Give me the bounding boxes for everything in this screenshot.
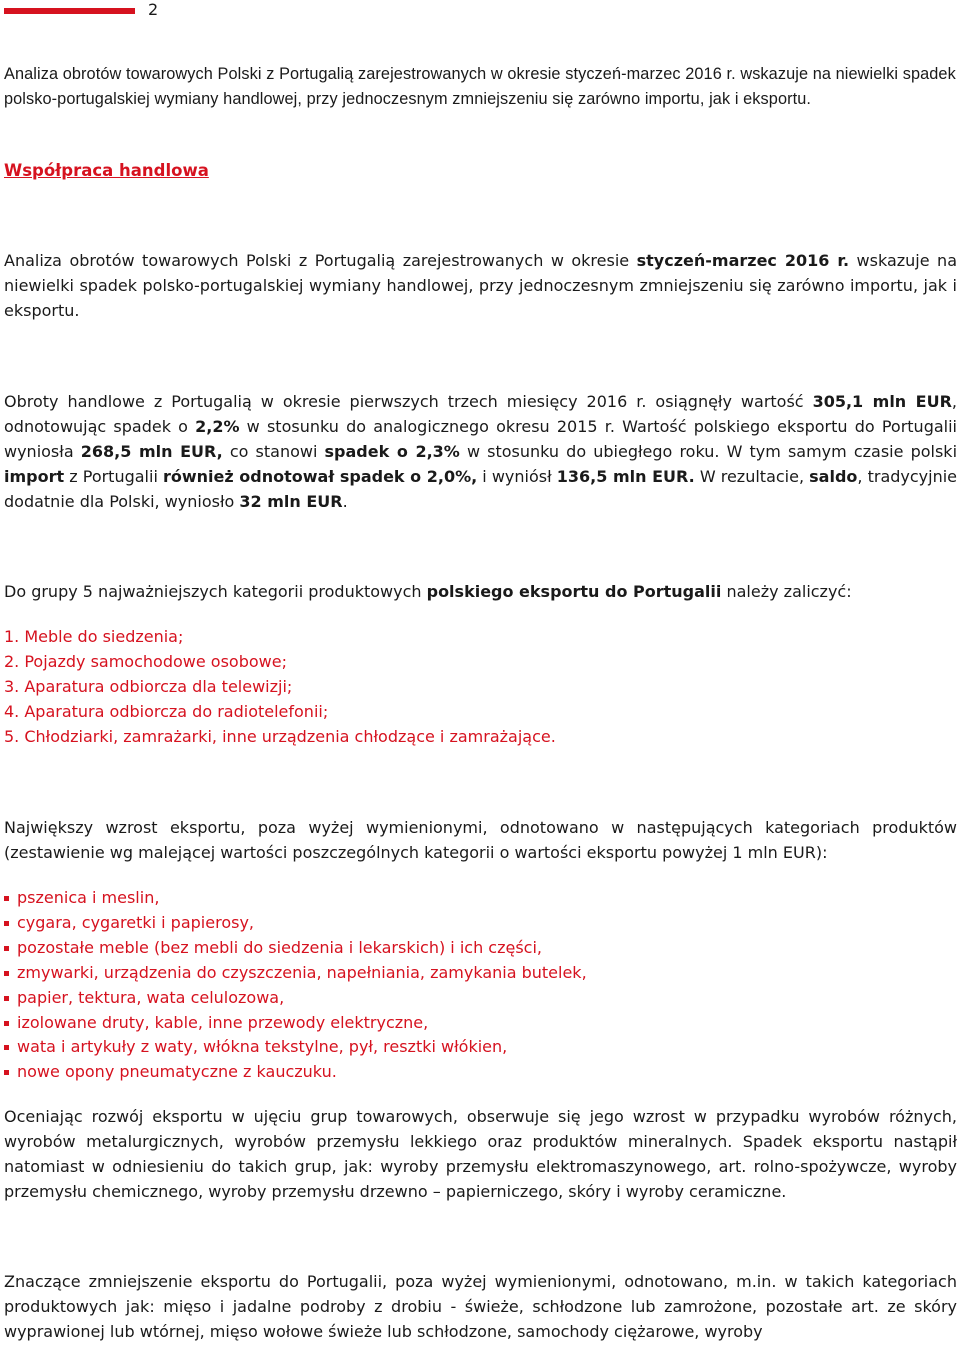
text-run: z Portugalii xyxy=(64,466,163,486)
top-categories-intro xyxy=(4,580,957,605)
list-item: 1. Meble do siedzenia; xyxy=(4,627,184,646)
list-item-label: zmywarki, urządzenia do czyszczenia, napełniania, zamykania butelek, xyxy=(17,962,587,982)
period-highlight: styczeń-marzec 2016 r. xyxy=(636,251,850,270)
list-item: 4. Aparatura odbiorcza do radiotelefonii; xyxy=(4,701,329,721)
balance-value: 32 mln EUR xyxy=(239,491,343,511)
turnover-value: 305,1 mln EUR xyxy=(812,392,952,411)
text-run: . xyxy=(342,491,348,511)
export-trends-paragraph: Oceniając rozwój eksportu w ujęciu grup towarowych, obserwuje się jego wzrost w przypadku wyrobów różnych, wyrobów metalurgicznych, wyrobów przemysłu lekkiego oraz produktów mineralnych. Spadek eksportu nastąpił natomiast w odniesieniu do takich grup, jak: wyroby przemysłu elektromaszynowego, art. rolno-spożywcze, wyroby przemysłu chemicznego, wyroby przemysłu drzewno – papierniczego, skóry i wyroby ceramiczne. xyxy=(4,1107,957,1201)
import-change: również odnotował spadek o 2,0%, xyxy=(163,466,478,486)
list-item: 3. Aparatura odbiorcza dla telewizji; xyxy=(4,676,293,696)
text-run: W rezultacie, xyxy=(694,466,810,486)
list-item-label: papier, tektura, wata celulozowa, xyxy=(17,987,285,1007)
text-run: , tradycyjnie dodatnie dla Polski, wyniosło xyxy=(4,466,958,511)
growth-intro-paragraph: Największy wzrost eksportu, poza wyżej wymienionymi, odnotowano w następujących kategoriach produktów (zestawienie wg malejącej wartości poszczególnych kategorii o wartości eksportu powyżej 1 mln EUR): xyxy=(4,818,957,862)
text-run: Do grupy 5 najważniejszych kategorii produktowych xyxy=(4,582,427,601)
import-value: 136,5 mln EUR. xyxy=(556,466,695,486)
import-label: import xyxy=(4,466,65,486)
square-bullet-icon xyxy=(4,1070,9,1075)
text-run: co stanowi xyxy=(222,441,325,461)
section-heading: Współpraca handlowa xyxy=(4,161,209,180)
list-item-label: pszenica i meslin, xyxy=(17,888,160,907)
export-value: 268,5 mln EUR, xyxy=(80,441,223,461)
square-bullet-icon xyxy=(4,1045,9,1050)
export-change: spadek o 2,3% xyxy=(324,441,460,461)
intro-paragraph: Analiza obrotów towarowych Polski z Portugalią zarejestrowanych w okresie styczeń-marzec 2016 r. wskazuje na niewielki spadek polsko-portugalskiej wymiany handlowej, przy jednoczesnym zmniejszeniu się zarówno importu, jak i eksportu. xyxy=(4,65,956,108)
list-item xyxy=(4,936,957,961)
list-item xyxy=(4,1035,957,1060)
list-item-label: wata i artykuły z waty, włókna tekstylne, pył, resztki włókien, xyxy=(17,1037,508,1057)
text-run: Obroty handlowe z Portugalią w okresie pierwszych trzech miesięcy 2016 r. osiągnęły wartość xyxy=(4,392,813,411)
square-bullet-icon xyxy=(4,1021,9,1026)
trade-figures-paragraph xyxy=(4,390,957,515)
list-item-label: izolowane druty, kable, inne przewody elektryczne, xyxy=(17,1012,429,1032)
list-item: 2. Pojazdy samochodowe osobowe; xyxy=(4,651,287,671)
square-bullet-icon xyxy=(4,996,9,1001)
page-header xyxy=(0,0,960,24)
turnover-change: 2,2% xyxy=(195,416,240,436)
export-highlight: polskiego eksportu do Portugalii xyxy=(426,582,722,601)
text-run: Analiza obrotów towarowych Polski z Portugalią zarejestrowanych w okresie xyxy=(4,251,637,270)
square-bullet-icon xyxy=(4,946,9,951)
list-item xyxy=(4,1060,957,1085)
square-bullet-icon xyxy=(4,896,9,901)
balance-label: saldo xyxy=(809,466,858,486)
list-item xyxy=(4,1011,957,1036)
square-bullet-icon xyxy=(4,971,9,976)
list-item: 5. Chłodziarki, zamrażarki, inne urządzenia chłodzące i zamrażające. xyxy=(4,726,556,746)
page-number: 2 xyxy=(148,0,159,19)
list-item xyxy=(4,886,957,911)
list-item xyxy=(4,986,957,1011)
square-bullet-icon xyxy=(4,921,9,926)
list-item-label: cygara, cygaretki i papierosy, xyxy=(17,912,254,932)
list-item xyxy=(4,911,957,936)
list-item-label: nowe opony pneumatyczne z kauczuku. xyxy=(17,1062,337,1082)
header-accent-bar xyxy=(4,8,135,14)
list-item xyxy=(4,961,957,986)
text-run: i wyniósł xyxy=(477,466,557,486)
text-run: , odnotowując spadek o xyxy=(4,392,958,436)
text-run: w stosunku do ubiegłego roku. W tym samym czasie polski xyxy=(459,441,958,461)
top-categories-list xyxy=(4,625,957,750)
text-run: należy zaliczyć: xyxy=(721,582,852,601)
growth-categories-list xyxy=(4,886,957,1085)
export-decline-paragraph: Znaczące zmniejszenie eksportu do Portugalii, poza wyżej wymienionymi, odnotowano, m.in. w takich kategoriach produktowych jak: mięso i jadalne podroby z drobiu - świeże, schłodzone lub zamrożone, pozostałe art. ze skóry wyprawionej lub wtórnej, mięso wołowe świeże lub schłodzone, samochody ciężarowe, wyroby xyxy=(4,1272,957,1341)
text-run: w stosunku do analogicznego okresu 2015 r. Wartość polskiego eksportu do Portugalii wyniosła xyxy=(4,416,957,461)
text-run: wskazuje na niewielki spadek polsko-portugalskiej wymiany handlowej, przy jednoczesnym zmniejszeniu się zarówno importu, jak i eksportu. xyxy=(4,251,958,320)
list-item-label: pozostałe meble (bez mebli do siedzenia i lekarskich) i ich części, xyxy=(17,937,543,957)
summary-paragraph xyxy=(4,249,957,324)
